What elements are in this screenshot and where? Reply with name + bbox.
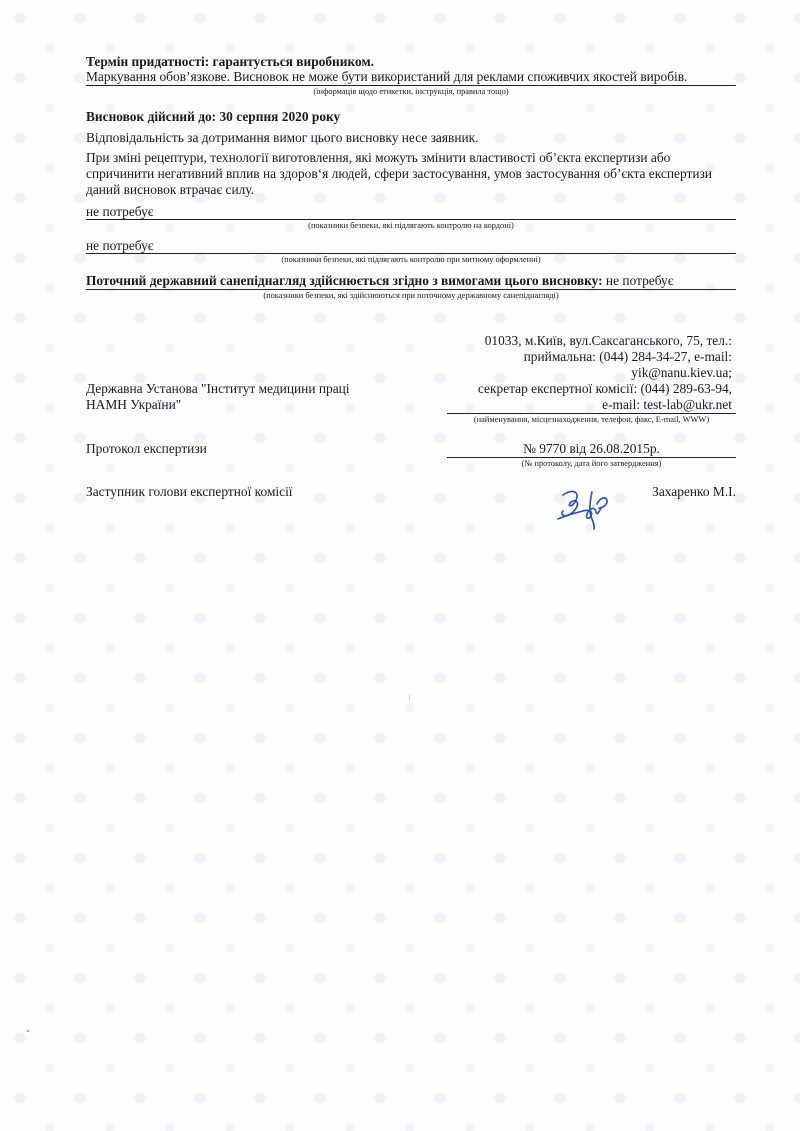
institution-name-line-1: Державна Установа "Інститут медицини праці [86, 381, 350, 396]
signatory-title: Заступник голови експертної комісії [86, 484, 293, 499]
institution-caption: (найменування, місцезнаходження, телефон, факс, E-mail, WWW) [473, 415, 710, 424]
validity-text: Висновок дійсний до: 30 серпня 2020 року [86, 109, 341, 124]
marking-caption: (інформація щодо етикетки, інструкція, правила тощо) [313, 87, 509, 96]
border-control-caption: (показники безпеки, які підлягають контролю на кордоні) [308, 221, 514, 230]
border-control-value: не потребує [86, 204, 154, 219]
recipe-change-line-2: спричинити негативний вплив на здоров‘я людей, сфери застосування, умов застосування об’єкта експертизи [86, 166, 712, 181]
institution-address-line-4: секретар експертної комісії: (044) 289-63-94, [477, 381, 732, 396]
state-supervision-value: не потребує [602, 273, 674, 288]
state-supervision-rule [86, 289, 736, 290]
state-supervision-caption: (показники безпеки, які здійснюються при поточному державному санепіднагляді) [263, 291, 559, 300]
recipe-change-line-3: даний висновок втрачає силу. [86, 182, 255, 197]
customs-control-caption: (показники безпеки, які підлягають контролю при митному оформленні) [281, 255, 541, 264]
protocol-value: № 9770 від 26.08.2015р. [523, 441, 660, 456]
marking-text: Маркування обов’язкове. Висновок не може бути використаний для реклами споживчих якостей виробів. [86, 69, 688, 84]
institution-address-line-1: 01033, м.Київ, вул.Саксаганського, 75, тел.: [484, 333, 732, 348]
border-control-rule [86, 219, 736, 220]
customs-control-rule [86, 253, 736, 254]
signature-strokes [558, 491, 607, 529]
speck-mark [409, 695, 410, 700]
protocol-rule [447, 457, 736, 458]
signature-image [545, 482, 615, 532]
protocol-label: Протокол експертизи [86, 441, 207, 456]
state-supervision-text: Поточний державний санепіднагляд здійснюється згідно з вимогами цього висновку: [86, 273, 603, 288]
institution-address-line-3: yik@nanu.kiev.ua; [631, 365, 732, 380]
institution-address-line-2: приймальна: (044) 284-34-27, e-mail: [523, 349, 732, 364]
recipe-change-line-1: При зміні рецептури, технології виготовлення, які можуть змінити властивості об’єкта експертизи або [86, 150, 671, 165]
speck-mark [27, 1030, 29, 1032]
responsibility-text: Відповідальність за дотримання вимог цього висновку несе заявник. [86, 130, 479, 145]
institution-rule [447, 413, 736, 414]
signatory-name: Захаренко М.І. [652, 484, 736, 499]
customs-control-value: не потребує [86, 238, 154, 253]
institution-address-line-5: e-mail: test-lab@ukr.net [602, 397, 732, 412]
marking-rule [86, 85, 736, 86]
institution-name-line-2: НАМН України" [86, 397, 182, 412]
protocol-caption: (№ протоколу, дата його затвердження) [521, 459, 662, 468]
state-supervision-line [86, 273, 673, 289]
shelf-life-label: Термін придатності: гарантується виробником. [86, 54, 374, 69]
